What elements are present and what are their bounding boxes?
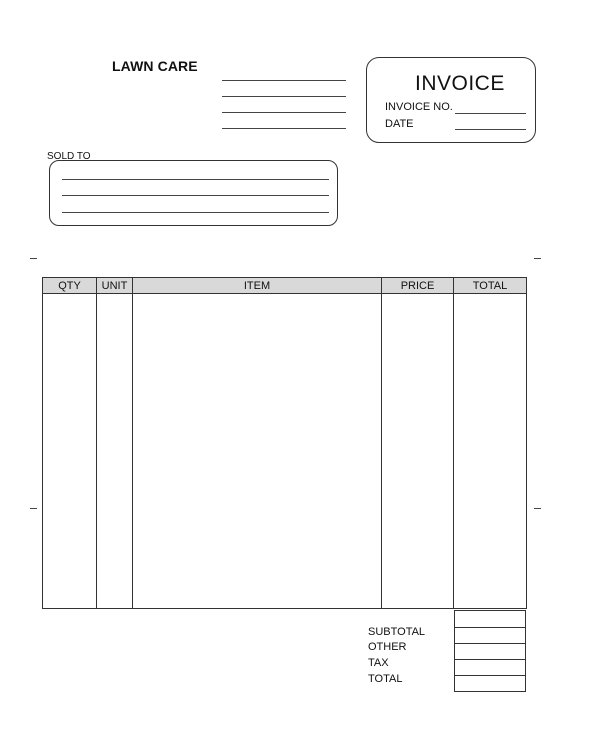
tax-label: TAX — [368, 657, 389, 669]
total-cell[interactable] — [454, 294, 527, 609]
margin-mark — [534, 508, 541, 509]
price-cell[interactable] — [382, 294, 454, 609]
subtotal-field[interactable] — [454, 610, 526, 628]
sold-to-box — [49, 160, 338, 226]
subtotal-label: SUBTOTAL — [368, 626, 426, 638]
total-label: TOTAL — [368, 673, 403, 685]
total-header: TOTAL — [454, 278, 527, 294]
unit-header: UNIT — [97, 278, 133, 294]
qty-cell[interactable] — [43, 294, 97, 609]
items-table — [42, 277, 527, 609]
sold-to-line[interactable] — [62, 195, 329, 196]
invoice-number-field[interactable] — [455, 113, 526, 114]
invoice-title: INVOICE — [415, 72, 505, 95]
company-address-line[interactable] — [222, 112, 346, 113]
other-label: OTHER — [368, 641, 407, 653]
sold-to-line[interactable] — [62, 212, 329, 213]
company-address-line[interactable] — [222, 128, 346, 129]
other-field[interactable] — [454, 627, 526, 644]
item-cell[interactable] — [133, 294, 382, 609]
unit-cell[interactable] — [97, 294, 133, 609]
company-address-line[interactable] — [222, 80, 346, 81]
date-field[interactable] — [455, 129, 526, 130]
date-label: DATE — [385, 118, 414, 130]
sold-to-label: SOLD TO — [47, 151, 91, 162]
margin-mark — [534, 258, 541, 259]
qty-header: QTY — [43, 278, 97, 294]
invoice-number-label: INVOICE NO. — [385, 101, 453, 113]
table-row — [43, 294, 527, 609]
company-address-line[interactable] — [222, 96, 346, 97]
price-header: PRICE — [382, 278, 454, 294]
total-field[interactable] — [454, 675, 526, 692]
tax-field[interactable] — [454, 643, 526, 660]
margin-mark — [30, 508, 37, 509]
company-name: LAWN CARE — [112, 58, 198, 74]
sold-to-line[interactable] — [62, 179, 329, 180]
margin-mark — [30, 258, 37, 259]
item-header: ITEM — [133, 278, 382, 294]
invoice-info-box — [366, 57, 536, 143]
table-header-row — [43, 278, 527, 294]
tax-total-field[interactable] — [454, 659, 526, 676]
